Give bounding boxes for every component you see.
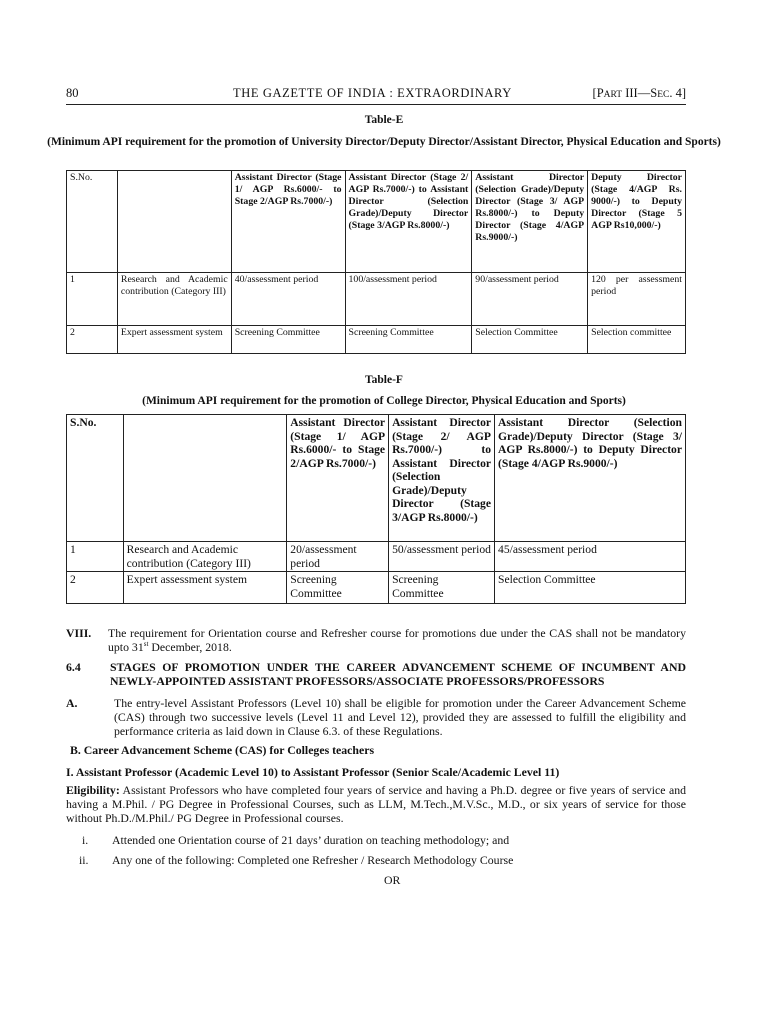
header-rule bbox=[66, 104, 686, 105]
section-6-4-heading: STAGES OF PROMOTION UNDER THE CAREER ADVANCEMENT SCHEME OF INCUMBENT AND NEWLY-APPOINTED ASSISTANT PROFESSORS/ASSOCIATE PROFESSORS/PROFESSORS bbox=[110, 660, 686, 688]
clause-viii-label: VIII. bbox=[66, 626, 92, 640]
table-cell: 20/assessment period bbox=[287, 542, 389, 572]
table-e-header-col1: Assistant Director (Stage 1/ AGP Rs.6000/- to Stage 2/AGP Rs.7000/-) bbox=[231, 171, 345, 273]
part-section-label: [PART III—SEC. 4] bbox=[592, 86, 686, 100]
table-f-subtitle: (Minimum API requirement for the promotion of College Director, Physical Education and Sports) bbox=[142, 395, 626, 407]
table-cell: 90/assessment period bbox=[472, 273, 588, 326]
table-cell: Expert assessment system bbox=[123, 572, 287, 604]
table-cell: 50/assessment period bbox=[389, 542, 495, 572]
table-e-header-col2: Assistant Director (Stage 2/ AGP Rs.7000/-) to Assistant Director (Selection Grade)/Deputy Director (Stage 3/AGP Rs.8000/-) bbox=[345, 171, 472, 273]
table-cell: 45/assessment period bbox=[495, 542, 686, 572]
table-e-subtitle: (Minimum API requirement for the promotion of University Director/Deputy Director/Assistant Director, Physical Education and Sports) bbox=[47, 136, 721, 148]
list-item-ii-label: ii. bbox=[79, 853, 89, 867]
table-row bbox=[67, 171, 686, 273]
table-e-caption: Table-E bbox=[364, 114, 404, 126]
page-number: 80 bbox=[66, 86, 79, 100]
table-row bbox=[67, 572, 686, 604]
table-cell: 120 per assessment period bbox=[588, 273, 686, 326]
table-f-caption: Table-F bbox=[365, 374, 403, 386]
table-cell: 2 bbox=[67, 572, 124, 604]
list-item-ii-text: Any one of the following: Completed one Refresher / Research Methodology Course bbox=[112, 853, 514, 867]
table-e-header-col4: Deputy Director (Stage 4/AGP Rs. 9000/-) to Deputy Director (Stage 5 AGP Rs10,000/-) bbox=[588, 171, 686, 273]
table-cell: Screening Committee bbox=[345, 326, 472, 354]
table-row bbox=[67, 273, 686, 326]
table-cell: Research and Academic contribution (Category III) bbox=[123, 542, 287, 572]
clause-a-text: The entry-level Assistant Professors (Level 10) shall be eligible for promotion under the Career Advancement Scheme (CAS) through two successive levels (Level 11 and Level 12), provided they are assessed to fulfill the eligibility and performance criteria as laid down in Clause 6.3. of these Regulations. bbox=[114, 696, 686, 738]
table-f-header-col1: Assistant Director (Stage 1/ AGP Rs.6000/- to Stage 2/AGP Rs.7000/-) bbox=[287, 415, 389, 542]
table-cell: Research and Academic contribution (Category III) bbox=[117, 273, 231, 326]
table-cell: Screening Committee bbox=[287, 572, 389, 604]
or-separator: OR bbox=[384, 873, 401, 887]
list-item-i-label: i. bbox=[82, 833, 89, 847]
eligibility-label: Eligibility: bbox=[66, 783, 120, 797]
table-cell: 1 bbox=[67, 273, 118, 326]
section-6-4-number: 6.4 bbox=[66, 660, 81, 674]
table-cell: 100/assessment period bbox=[345, 273, 472, 326]
table-cell: Screening Committee bbox=[389, 572, 495, 604]
table-f-header-sno: S.No. bbox=[67, 415, 124, 542]
clause-a-label: A. bbox=[66, 696, 78, 710]
table-row bbox=[67, 326, 686, 354]
table-f bbox=[66, 414, 686, 604]
gazette-title: THE GAZETTE OF INDIA : EXTRAORDINARY bbox=[233, 86, 512, 100]
table-row bbox=[67, 542, 686, 572]
table-cell: 1 bbox=[67, 542, 124, 572]
eligibility-paragraph: Eligibility: Assistant Professors who have completed four years of service and having a Ph.D. degree or five years of service and having a M.Phil. / PG Degree in Professional Courses, such as LLM, M.Tech.,M.V.Sc., M.D., or six years of service for those without Ph.D./M.Phil./ PG Degree in Professional courses. bbox=[66, 783, 686, 825]
table-cell: 2 bbox=[67, 326, 118, 354]
table-cell: Selection Committee bbox=[495, 572, 686, 604]
subsection-i-heading: I. Assistant Professor (Academic Level 10) to Assistant Professor (Senior Scale/Academic Level 11) bbox=[66, 765, 560, 779]
table-cell: 40/assessment period bbox=[231, 273, 345, 326]
section-b-heading: B. Career Advancement Scheme (CAS) for Colleges teachers bbox=[70, 743, 375, 757]
table-cell: Expert assessment system bbox=[117, 326, 231, 354]
table-row bbox=[67, 415, 686, 542]
table-e bbox=[66, 170, 686, 354]
table-cell: Selection Committee bbox=[472, 326, 588, 354]
clause-viii-text: The requirement for Orientation course and Refresher course for promotions due under the CAS shall not be mandatory upto 31st December, 2018. bbox=[108, 626, 686, 654]
table-cell: Screening Committee bbox=[231, 326, 345, 354]
page-header bbox=[66, 86, 686, 104]
table-e-header-sno: S.No. bbox=[67, 171, 118, 273]
table-e-header-blank bbox=[117, 171, 231, 273]
table-f-header-col2: Assistant Director (Stage 2/ AGP Rs.7000/-) to Assistant Director (Selection Grade)/Deputy Director (Stage 3/AGP Rs.8000/-) bbox=[389, 415, 495, 542]
table-f-header-col3: Assistant Director (Selection Grade)/Deputy Director (Stage 3/ AGP Rs.8000/-) to Deputy Director (Stage 4/AGP Rs.9000/-) bbox=[495, 415, 686, 542]
table-f-header-blank bbox=[123, 415, 287, 542]
table-cell: Selection committee bbox=[588, 326, 686, 354]
table-e-header-col3: Assistant Director (Selection Grade)/Deputy Director (Stage 3/ AGP Rs.8000/-) to Deputy Director (Stage 4/AGP Rs.9000/-) bbox=[472, 171, 588, 273]
list-item-i-text: Attended one Orientation course of 21 days’ duration on teaching methodology; and bbox=[112, 833, 510, 847]
